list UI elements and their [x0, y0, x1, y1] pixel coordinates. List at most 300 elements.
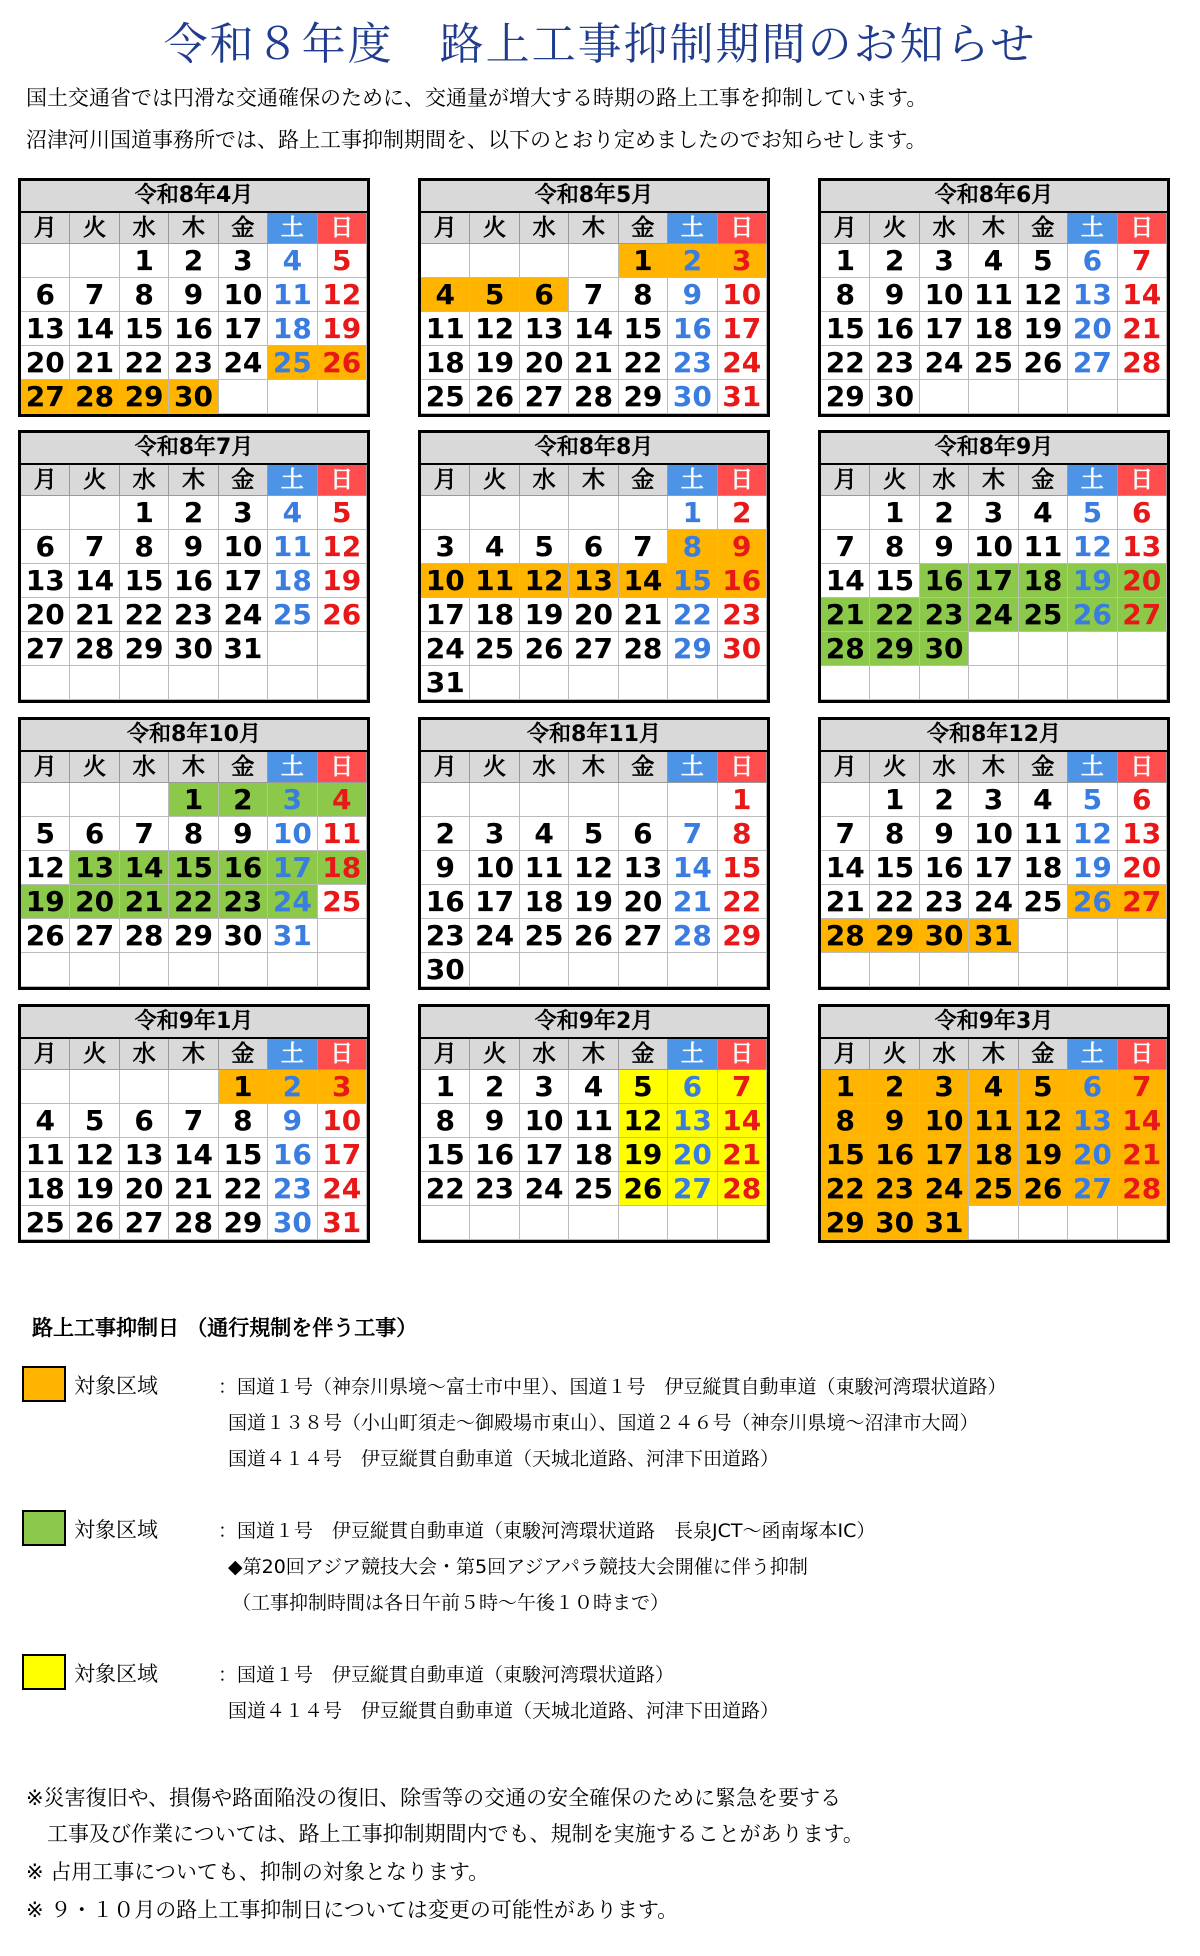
legend-orange [22, 1366, 1172, 1486]
day-cell [821, 496, 870, 530]
day-cell: 20 [569, 598, 618, 632]
day-cell: 14 [70, 312, 119, 346]
day-cell [21, 783, 70, 817]
day-cell: 21 [120, 885, 169, 919]
day-cell [718, 666, 767, 700]
day-cell: 17 [219, 312, 268, 346]
day-cell: 12 [470, 312, 519, 346]
day-cell: 19 [21, 885, 70, 919]
day-cell: 17 [969, 851, 1018, 885]
day-cell: 13 [120, 1138, 169, 1172]
day-cell: 6 [21, 530, 70, 564]
day-cell: 26 [1019, 1172, 1068, 1206]
day-cell: 27 [1068, 1172, 1117, 1206]
day-cell: 23 [920, 598, 969, 632]
day-cell: 7 [718, 1070, 767, 1104]
day-cell: 3 [969, 783, 1018, 817]
weekday-header: 日 [318, 213, 367, 244]
day-cell: 15 [718, 851, 767, 885]
month-title: 令和8年6月 [821, 181, 1167, 213]
day-cell: 2 [718, 496, 767, 530]
day-cell [120, 783, 169, 817]
day-cell: 11 [470, 564, 519, 598]
day-cell: 17 [470, 885, 519, 919]
day-cell: 26 [619, 1172, 668, 1206]
day-cell: 11 [969, 278, 1018, 312]
day-cell: 3 [718, 244, 767, 278]
day-cell: 20 [120, 1172, 169, 1206]
weekday-header: 月 [821, 752, 870, 783]
day-cell: 30 [268, 1206, 317, 1240]
day-cell [821, 783, 870, 817]
day-cell: 8 [870, 530, 919, 564]
day-cell: 22 [421, 1172, 470, 1206]
month-title: 令和8年11月 [421, 720, 767, 752]
day-cell [21, 953, 70, 987]
day-cell [668, 953, 717, 987]
weekday-header: 火 [70, 213, 119, 244]
day-cell: 1 [718, 783, 767, 817]
day-cell: 22 [120, 346, 169, 380]
day-cell: 20 [1118, 564, 1167, 598]
weekday-header: 火 [470, 465, 519, 496]
day-cell: 17 [421, 598, 470, 632]
month-title: 令和8年9月 [821, 433, 1167, 465]
weekday-header: 土 [268, 465, 317, 496]
day-cell: 31 [920, 1206, 969, 1240]
weekday-header: 木 [569, 752, 618, 783]
day-cell: 2 [169, 244, 218, 278]
day-cell: 16 [268, 1138, 317, 1172]
day-cell [1068, 666, 1117, 700]
day-cell: 1 [169, 783, 218, 817]
day-cell: 22 [870, 598, 919, 632]
day-cell [70, 953, 119, 987]
weekday-header: 火 [870, 752, 919, 783]
day-cell: 13 [1068, 1104, 1117, 1138]
day-cell: 6 [569, 530, 618, 564]
weekday-header: 金 [619, 213, 668, 244]
day-cell: 13 [21, 564, 70, 598]
day-cell: 23 [219, 885, 268, 919]
day-cell: 26 [318, 598, 367, 632]
day-cell: 25 [969, 346, 1018, 380]
day-cell: 29 [120, 632, 169, 666]
month-calendar [418, 430, 770, 703]
weekday-header: 水 [520, 752, 569, 783]
weekday-header: 月 [421, 213, 470, 244]
day-cell [120, 953, 169, 987]
day-cell: 9 [870, 1104, 919, 1138]
weekday-header: 火 [70, 752, 119, 783]
day-cell: 8 [120, 278, 169, 312]
day-cell: 5 [1019, 1070, 1068, 1104]
month-title: 令和9年1月 [21, 1007, 367, 1039]
month-calendar [418, 1004, 770, 1243]
day-cell: 4 [969, 1070, 1018, 1104]
day-cell: 6 [21, 278, 70, 312]
weekday-header: 月 [821, 213, 870, 244]
day-cell [1068, 1206, 1117, 1240]
day-cell: 10 [219, 278, 268, 312]
day-cell: 29 [169, 919, 218, 953]
day-cell [1118, 919, 1167, 953]
weekday-header: 土 [668, 752, 717, 783]
legend-line: ：国道１号（神奈川県境～富士市中里）、国道１号 伊豆縦貫自動車道（東駿河湾環状道路） [218, 1376, 1007, 1398]
page-title: 令和８年度 路上工事抑制期間のお知らせ [163, 19, 1037, 70]
day-cell: 6 [619, 817, 668, 851]
day-cell: 4 [318, 783, 367, 817]
month-grid [821, 213, 1167, 414]
day-cell: 15 [421, 1138, 470, 1172]
month-title: 令和9年2月 [421, 1007, 767, 1039]
weekday-header: 日 [1118, 752, 1167, 783]
day-cell: 11 [520, 851, 569, 885]
day-cell: 1 [421, 1070, 470, 1104]
day-cell [1118, 953, 1167, 987]
day-cell: 12 [70, 1138, 119, 1172]
day-cell [870, 953, 919, 987]
weekday-header: 火 [870, 213, 919, 244]
day-cell: 22 [169, 885, 218, 919]
day-cell [169, 1070, 218, 1104]
weekday-header: 月 [421, 752, 470, 783]
day-cell: 8 [821, 278, 870, 312]
legend-orange-swatch [22, 1366, 66, 1402]
day-cell: 21 [70, 346, 119, 380]
day-cell: 17 [969, 564, 1018, 598]
day-cell: 10 [268, 817, 317, 851]
day-cell: 14 [668, 851, 717, 885]
day-cell [520, 496, 569, 530]
day-cell: 23 [470, 1172, 519, 1206]
weekday-header: 土 [1068, 213, 1117, 244]
month-title: 令和8年7月 [21, 433, 367, 465]
weekday-header: 金 [619, 1039, 668, 1070]
day-cell [1118, 632, 1167, 666]
legend-line: ◆第20回アジア競技大会・第5回アジアパラ競技大会開催に伴う抑制 [228, 1556, 808, 1578]
weekday-header: 土 [1068, 1039, 1117, 1070]
day-cell: 10 [470, 851, 519, 885]
day-cell: 14 [169, 1138, 218, 1172]
day-cell [520, 783, 569, 817]
day-cell: 8 [870, 817, 919, 851]
weekday-header: 日 [318, 1039, 367, 1070]
day-cell: 15 [120, 564, 169, 598]
day-cell: 11 [268, 530, 317, 564]
day-cell: 23 [870, 346, 919, 380]
day-cell: 30 [668, 380, 717, 414]
day-cell [668, 1206, 717, 1240]
day-cell: 21 [619, 598, 668, 632]
day-cell: 13 [1068, 278, 1117, 312]
day-cell: 5 [520, 530, 569, 564]
day-cell: 15 [619, 312, 668, 346]
day-cell: 2 [470, 1070, 519, 1104]
weekday-header: 火 [470, 1039, 519, 1070]
day-cell: 18 [969, 1138, 1018, 1172]
day-cell: 13 [70, 851, 119, 885]
day-cell: 21 [1118, 312, 1167, 346]
day-cell [718, 953, 767, 987]
day-cell: 14 [821, 564, 870, 598]
day-cell: 13 [1118, 530, 1167, 564]
day-cell: 28 [821, 632, 870, 666]
weekday-header: 月 [821, 1039, 870, 1070]
weekday-header: 土 [1068, 752, 1117, 783]
day-cell: 1 [668, 496, 717, 530]
day-cell: 28 [70, 380, 119, 414]
day-cell: 24 [920, 1172, 969, 1206]
month-grid [821, 1039, 1167, 1240]
day-cell: 29 [821, 1206, 870, 1240]
day-cell: 10 [969, 817, 1018, 851]
day-cell: 9 [421, 851, 470, 885]
day-cell [318, 953, 367, 987]
day-cell: 21 [718, 1138, 767, 1172]
day-cell [821, 666, 870, 700]
day-cell: 2 [169, 496, 218, 530]
day-cell: 29 [870, 632, 919, 666]
day-cell: 4 [569, 1070, 618, 1104]
day-cell: 15 [821, 1138, 870, 1172]
day-cell: 26 [1068, 598, 1117, 632]
day-cell: 24 [318, 1172, 367, 1206]
day-cell: 14 [1118, 278, 1167, 312]
day-cell [70, 666, 119, 700]
day-cell [219, 953, 268, 987]
day-cell: 9 [920, 530, 969, 564]
day-cell: 17 [219, 564, 268, 598]
day-cell [569, 1206, 618, 1240]
month-grid [421, 752, 767, 987]
day-cell: 26 [470, 380, 519, 414]
day-cell: 17 [920, 1138, 969, 1172]
day-cell: 25 [268, 346, 317, 380]
day-cell [619, 953, 668, 987]
day-cell: 1 [821, 1070, 870, 1104]
day-cell: 29 [219, 1206, 268, 1240]
day-cell: 25 [268, 598, 317, 632]
day-cell: 25 [21, 1206, 70, 1240]
day-cell: 5 [318, 244, 367, 278]
day-cell [169, 666, 218, 700]
legend-label: 対象区域 [74, 1518, 158, 1542]
weekday-header: 金 [219, 1039, 268, 1070]
day-cell: 19 [1068, 851, 1117, 885]
day-cell: 8 [619, 278, 668, 312]
day-cell: 17 [718, 312, 767, 346]
day-cell: 3 [421, 530, 470, 564]
day-cell [569, 666, 618, 700]
weekday-header: 月 [21, 1039, 70, 1070]
day-cell: 12 [1019, 1104, 1068, 1138]
day-cell: 4 [470, 530, 519, 564]
day-cell: 9 [718, 530, 767, 564]
day-cell: 28 [619, 632, 668, 666]
day-cell [969, 380, 1018, 414]
weekday-header: 水 [920, 752, 969, 783]
legend-green-swatch [22, 1510, 66, 1546]
day-cell: 15 [870, 564, 919, 598]
weekday-header: 土 [668, 1039, 717, 1070]
day-cell [668, 666, 717, 700]
day-cell: 9 [470, 1104, 519, 1138]
weekday-header: 土 [268, 213, 317, 244]
month-grid [421, 213, 767, 414]
day-cell: 29 [619, 380, 668, 414]
day-cell: 22 [870, 885, 919, 919]
month-grid [421, 1039, 767, 1240]
month-calendar [18, 1004, 370, 1243]
day-cell: 22 [120, 598, 169, 632]
weekday-header: 水 [520, 465, 569, 496]
day-cell [969, 1206, 1018, 1240]
day-cell [569, 783, 618, 817]
day-cell: 1 [619, 244, 668, 278]
day-cell [668, 783, 717, 817]
day-cell: 12 [21, 851, 70, 885]
day-cell [318, 380, 367, 414]
day-cell: 22 [219, 1172, 268, 1206]
day-cell: 24 [470, 919, 519, 953]
day-cell: 4 [268, 496, 317, 530]
day-cell: 10 [421, 564, 470, 598]
day-cell [920, 953, 969, 987]
day-cell: 9 [668, 278, 717, 312]
weekday-header: 木 [969, 752, 1018, 783]
day-cell: 15 [219, 1138, 268, 1172]
day-cell: 6 [1118, 496, 1167, 530]
day-cell: 23 [421, 919, 470, 953]
day-cell [969, 666, 1018, 700]
weekday-header: 水 [120, 1039, 169, 1070]
day-cell: 5 [318, 496, 367, 530]
day-cell [268, 666, 317, 700]
day-cell: 12 [520, 564, 569, 598]
day-cell: 20 [21, 346, 70, 380]
day-cell: 28 [821, 919, 870, 953]
day-cell: 25 [318, 885, 367, 919]
day-cell: 12 [318, 278, 367, 312]
day-cell: 8 [821, 1104, 870, 1138]
weekday-header: 土 [668, 465, 717, 496]
weekday-header: 金 [219, 752, 268, 783]
day-cell: 1 [870, 783, 919, 817]
day-cell: 4 [520, 817, 569, 851]
weekday-header: 木 [569, 465, 618, 496]
day-cell [1068, 380, 1117, 414]
day-cell: 21 [569, 346, 618, 380]
day-cell: 16 [920, 851, 969, 885]
day-cell [470, 1206, 519, 1240]
day-cell [421, 496, 470, 530]
weekday-header: 月 [21, 752, 70, 783]
day-cell: 2 [219, 783, 268, 817]
day-cell [318, 919, 367, 953]
day-cell: 18 [21, 1172, 70, 1206]
weekday-header: 木 [169, 752, 218, 783]
day-cell: 10 [520, 1104, 569, 1138]
day-cell: 27 [569, 632, 618, 666]
day-cell [718, 1206, 767, 1240]
day-cell [470, 953, 519, 987]
weekday-header: 水 [920, 1039, 969, 1070]
legend-line: ：国道１号 伊豆縦貫自動車道（東駿河湾環状道路 長泉JCT～函南塚本IC） [218, 1520, 876, 1542]
day-cell: 3 [920, 1070, 969, 1104]
day-cell: 10 [318, 1104, 367, 1138]
day-cell: 18 [421, 346, 470, 380]
day-cell: 20 [21, 598, 70, 632]
day-cell: 30 [920, 919, 969, 953]
day-cell: 1 [821, 244, 870, 278]
day-cell: 31 [969, 919, 1018, 953]
day-cell: 3 [219, 244, 268, 278]
day-cell: 21 [821, 885, 870, 919]
day-cell [1019, 1206, 1068, 1240]
day-cell: 19 [318, 564, 367, 598]
day-cell: 23 [169, 598, 218, 632]
day-cell: 20 [1068, 1138, 1117, 1172]
day-cell: 14 [1118, 1104, 1167, 1138]
month-calendar [418, 717, 770, 990]
day-cell: 17 [920, 312, 969, 346]
day-cell: 25 [520, 919, 569, 953]
day-cell: 27 [619, 919, 668, 953]
day-cell: 25 [421, 380, 470, 414]
day-cell: 19 [1068, 564, 1117, 598]
day-cell: 24 [520, 1172, 569, 1206]
day-cell: 23 [718, 598, 767, 632]
day-cell: 19 [70, 1172, 119, 1206]
day-cell: 7 [70, 278, 119, 312]
weekday-header: 木 [569, 213, 618, 244]
day-cell: 5 [470, 278, 519, 312]
weekday-header: 水 [520, 213, 569, 244]
day-cell: 5 [70, 1104, 119, 1138]
weekday-header: 金 [1019, 465, 1068, 496]
weekday-header: 木 [969, 465, 1018, 496]
day-cell: 12 [1068, 817, 1117, 851]
day-cell: 4 [421, 278, 470, 312]
month-calendar [818, 717, 1170, 990]
day-cell: 9 [870, 278, 919, 312]
month-grid [21, 1039, 367, 1240]
day-cell: 23 [268, 1172, 317, 1206]
day-cell [219, 380, 268, 414]
day-cell: 21 [668, 885, 717, 919]
day-cell [821, 953, 870, 987]
day-cell: 18 [569, 1138, 618, 1172]
day-cell [470, 244, 519, 278]
day-cell: 19 [619, 1138, 668, 1172]
day-cell: 4 [268, 244, 317, 278]
day-cell [318, 666, 367, 700]
day-cell: 3 [920, 244, 969, 278]
day-cell: 30 [421, 953, 470, 987]
day-cell [969, 953, 1018, 987]
weekday-header: 月 [821, 465, 870, 496]
day-cell: 31 [268, 919, 317, 953]
day-cell: 5 [21, 817, 70, 851]
weekday-header: 木 [969, 1039, 1018, 1070]
day-cell: 27 [520, 380, 569, 414]
day-cell: 19 [318, 312, 367, 346]
day-cell: 4 [969, 244, 1018, 278]
day-cell [21, 244, 70, 278]
day-cell: 22 [668, 598, 717, 632]
day-cell: 28 [718, 1172, 767, 1206]
